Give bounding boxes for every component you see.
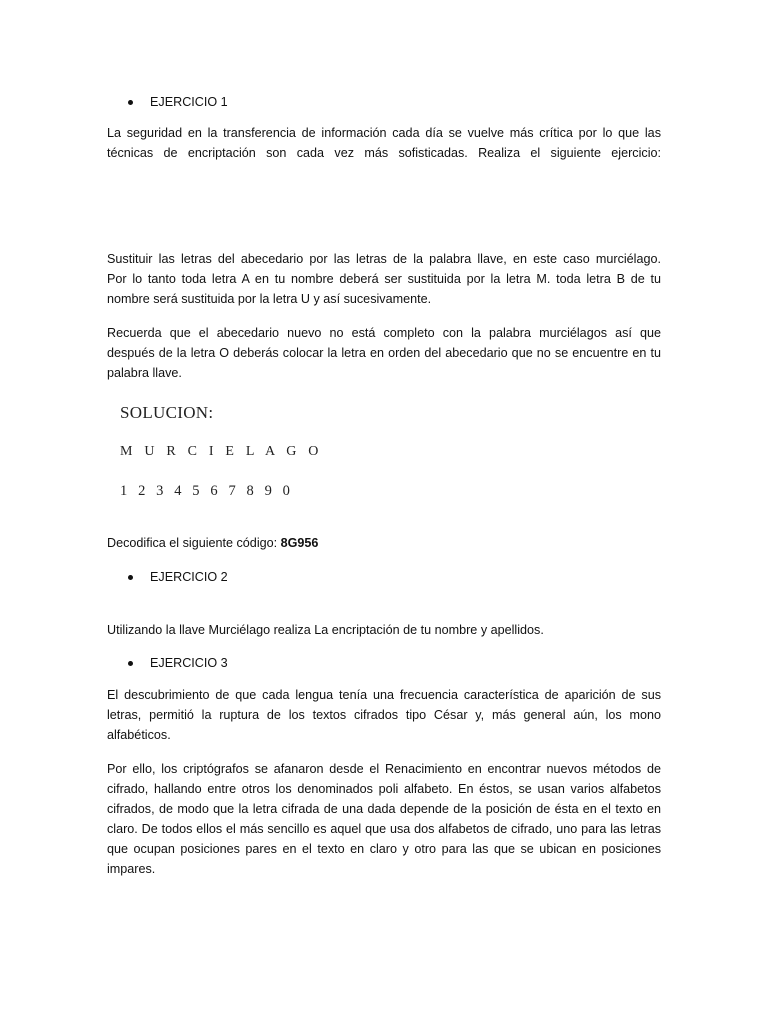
ejercicio-1-heading	[128, 92, 228, 112]
paragraph-line: técnicas de encriptación son cada vez más sofisticadas. Realiza el siguiente ejercicio:	[107, 146, 661, 160]
bullet-icon	[128, 661, 133, 666]
key-digits: 1 2 3 4 5 6 7 8 9 0	[120, 483, 294, 499]
decode-code: 8G956	[280, 536, 319, 550]
ejercicio-3-paragraph-1	[107, 685, 661, 745]
ejercicio-2-heading	[128, 567, 228, 587]
paragraph-line: letras, permitió la ruptura de los textos cifrados tipo César y, más general aún, los mono	[107, 708, 661, 722]
paragraph-line: nombre será sustituida por la letra U y así sucesivamente.	[107, 292, 432, 306]
paragraph-line: palabra llave.	[107, 366, 182, 380]
paragraph-line: Sustituir las letras del abecedario por las letras de la palabra llave, en este caso murciélago.	[107, 252, 661, 266]
paragraph-line: La seguridad en la transferencia de información cada día se vuelve más crítica por lo que las	[107, 126, 661, 140]
ejercicio-2-text	[107, 620, 661, 640]
paragraph-line: después de la letra O deberás colocar la letra en orden del abecedario que no se encuentre en tu	[107, 346, 661, 360]
reminder-paragraph	[107, 323, 661, 383]
paragraph-line: impares.	[107, 862, 156, 876]
paragraph-line: cifrados, de modo que la letra cifrada de una dada depende de la posición de ésta en el texto en	[107, 802, 661, 816]
ejercicio-1-title: EJERCICIO 1	[150, 95, 228, 109]
paragraph-line: cifrado, hallando entre otros los denominados poli alfabeto. En éstos, se usan varios alfabetos	[107, 782, 661, 796]
paragraph-line: El descubrimiento de que cada lengua tenía una frecuencia característica de aparición de sus	[107, 688, 661, 702]
bullet-icon	[128, 575, 133, 580]
ejercicio-2-title: EJERCICIO 2	[150, 570, 228, 584]
decode-label: Decodifica el siguiente código:	[107, 536, 281, 550]
paragraph-line: Por lo tanto toda letra A en tu nombre deberá ser sustituida por la letra M. toda letra B de tu	[107, 272, 661, 286]
bullet-icon	[128, 100, 133, 105]
paragraph-line: Utilizando la llave Murciélago realiza La encriptación de tu nombre y apellidos.	[107, 623, 544, 637]
ejercicio-3-title: EJERCICIO 3	[150, 656, 228, 670]
paragraph-line: Recuerda que el abecedario nuevo no está completo con la palabra murciélagos así que	[107, 326, 661, 340]
paragraph-line: alfabéticos.	[107, 728, 171, 742]
paragraph-line: claro. De todos ellos el más sencillo es aquel que usa dos alfabetos de cifrado, uno para las letras	[107, 822, 661, 836]
ejercicio-3-paragraph-2	[107, 759, 661, 879]
solution-title: SOLUCION:	[120, 403, 214, 422]
ejercicio-3-heading	[128, 653, 228, 673]
substitution-paragraph	[107, 249, 661, 309]
paragraph-line: Por ello, los criptógrafos se afanaron desde el Renacimiento en encontrar nuevos métodos de	[107, 762, 661, 776]
key-letters: M U R C I E L A G O	[120, 444, 323, 459]
paragraph-line: que ocupan posiciones pares en el texto en claro y otro para las que se ubican en posiciones	[107, 842, 661, 856]
intro-paragraph	[107, 123, 661, 163]
decode-line	[107, 533, 661, 553]
